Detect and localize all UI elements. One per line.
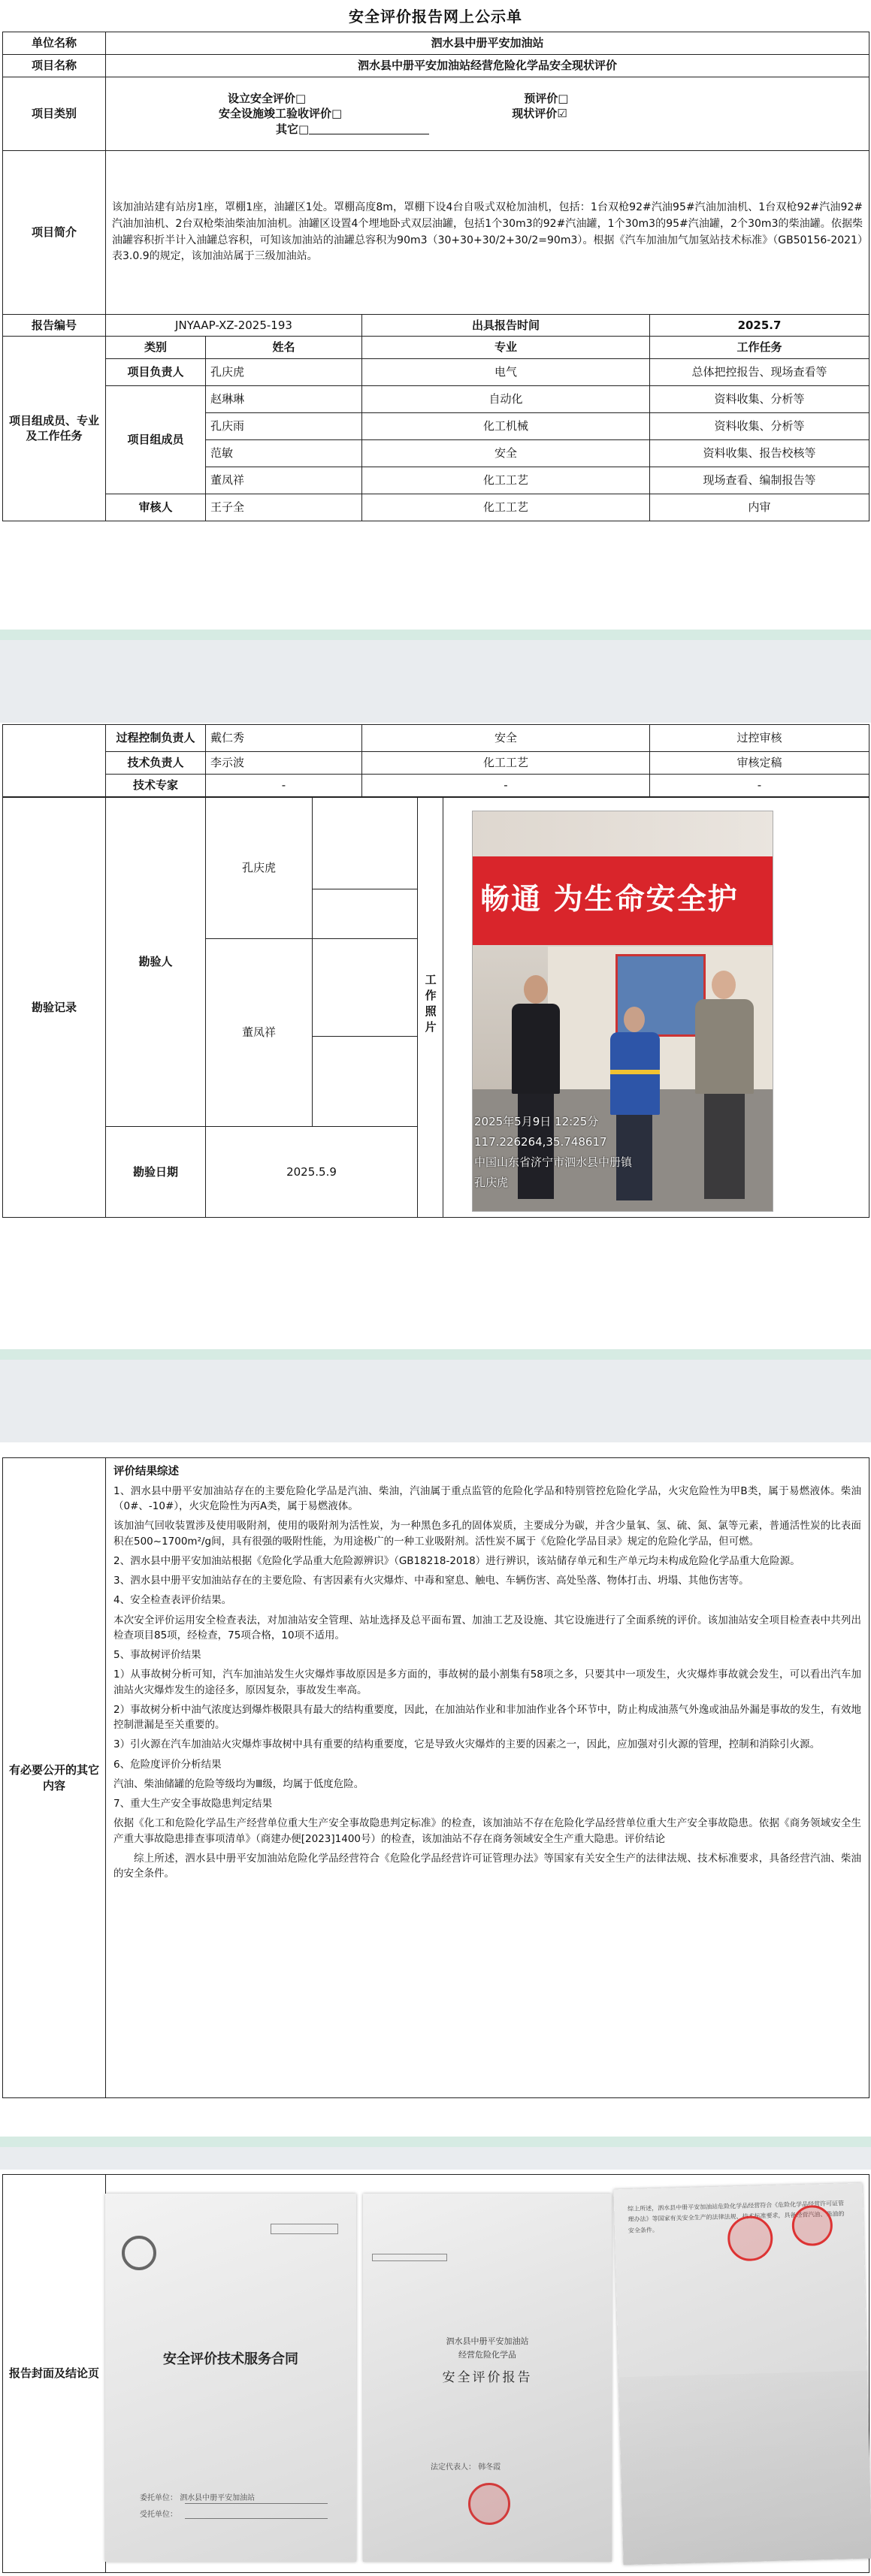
red-seal-icon (791, 2205, 833, 2246)
cover1-line1-value: 泗水县中册平安加油站 (180, 2494, 256, 2502)
category-current[interactable]: 现状评价☑ (512, 107, 567, 121)
leader-task: 总体把控报告、现场查看等 (650, 358, 869, 385)
eval-paragraph: 汽油、柴油储罐的危险等级均为Ⅲ级，均属于低度危险。 (113, 1777, 364, 1790)
cover2-line3-value: 韩冬霞 (478, 2463, 501, 2472)
photo-label-cell (418, 798, 443, 1218)
member-major: 安全 (362, 439, 650, 467)
cover3-text: 综上所述，泗水县中册平安加油站危险化学品经营符合《危险化学品经营许可证管理办法》等国家有关安全生产的法律法规、技术标准要求，具备经营汽油、柴油的安全条件。 (628, 2200, 845, 2234)
survey-blank (313, 889, 418, 939)
other-content-label: 有必要公开的其它内容 (3, 1458, 106, 2098)
info-table-2 (2, 724, 869, 797)
report-no-value: JNYAAP-XZ-2025-193 (106, 315, 362, 337)
page-gap-3 (0, 2137, 871, 2170)
eval-paragraph: 本次安全评价运用安全检查表法，对加油站安全管理、站址选择及总平面布置、加油工艺及设施、其它设施进行了全面系统的评价。该加油站安全项目检查表中共列出检查项目85项，经检查，75项合格，10项不适用。 (113, 1614, 861, 1641)
report-time-label: 出具报告时间 (362, 315, 650, 337)
category-other[interactable] (219, 122, 429, 137)
report-no-label: 报告编号 (3, 315, 106, 337)
date-value: 2025.5.9 (206, 1127, 418, 1218)
reviewer-major: 化工工艺 (362, 494, 650, 521)
eval-paragraph: 1）从事故树分析可知，汽车加油站发生火灾爆炸事故原因是多方面的，事故树的最小割集有58项之多，只要其中一项发生，火灾爆炸事故就会发生，可以看出汽车加油站火灾爆炸发生的途径多，原因复杂，事故发生率高。 (113, 1669, 861, 1696)
cover-conclusion (614, 2183, 871, 2565)
red-seal-icon (727, 2215, 774, 2262)
leader-label: 项目负责人 (106, 358, 206, 385)
col-name: 姓名 (206, 337, 362, 358)
col-task: 工作任务 (650, 337, 869, 358)
tech-label: 技术负责人 (106, 752, 206, 775)
member-task: 资料收集、分析等 (650, 412, 869, 439)
category-label: 项目类别 (3, 77, 106, 151)
blank-cell (3, 725, 106, 797)
member-major: 化工工艺 (362, 467, 650, 494)
cover-contract (105, 2194, 356, 2562)
team-label: 项目组成员、专业及工作任务 (3, 337, 106, 521)
reviewer-name: 王子全 (206, 494, 362, 521)
process-name: 戴仁秀 (206, 725, 362, 752)
cover1-title: 安全评价技术服务合同 (163, 2351, 298, 2367)
cover-report (363, 2194, 612, 2562)
eval-paragraph: 6、危险度评价分析结果 (113, 1758, 222, 1771)
cover2-line1: 泗水县中册平安加油站 (446, 2336, 529, 2346)
survey-blank (313, 939, 418, 1037)
process-major: 安全 (362, 725, 650, 752)
photo-banner: 畅通 为生命安全护 (480, 883, 739, 917)
survey-blank (313, 1037, 418, 1127)
col-major: 专业 (362, 337, 650, 358)
cover2-line3 (431, 2460, 501, 2472)
cover1-line1 (140, 2491, 255, 2502)
evaluation-table (2, 1457, 869, 2098)
surveyor-label: 勘验人 (106, 798, 206, 1127)
eval-paragraph: 该加油气回收装置涉及使用吸附剂，使用的吸附剂为活性炭，为一种黑色多孔的固体炭质，主要成分为碳，并含少量氧、氢、硫、氮、氯等元素，普通活性炭的比表面积在500~1700m²/g间，具有很强的吸附性能，为用途极广的一种工业吸附剂。活性炭不属于《危险化学品目录》规定的危险化学品，但可燃。 (113, 1520, 861, 1548)
member-major: 化工机械 (362, 412, 650, 439)
cover2-title: 安全评价报告 (442, 2370, 533, 2385)
info-table-1 (2, 32, 869, 521)
leader-name: 孔庆虎 (206, 358, 362, 385)
col-type: 类别 (106, 337, 206, 358)
expert-label: 技术专家 (106, 775, 206, 797)
tech-major: 化工工艺 (362, 752, 650, 775)
member-label: 项目组成员 (106, 385, 206, 494)
eval-paragraph: 3）引火源在汽车加油站火灾爆炸事故树中具有重要的结构重要度，它是导致火灾爆炸的主要的因素之一，因此，应加强对引火源的管理，控制和消除引火源。 (113, 1738, 821, 1751)
expert-name: - (206, 775, 362, 797)
surveyor-name: 孔庆虎 (206, 798, 313, 939)
tech-name: 李示波 (206, 752, 362, 775)
eval-paragraph: 2）事故树分析中油气浓度达到爆炸极限具有最大的结构重要度，因此，在加油站作业和非加油作业各个环节中，防止构成油蒸气外逸或油品外漏是事故的发生，有效地控制泄漏是至关重要的。 (113, 1703, 861, 1731)
process-label: 过程控制负责人 (106, 725, 206, 752)
cover2-line2: 经营危险化学品 (458, 2350, 516, 2360)
category-other-underline (309, 124, 429, 134)
category-acceptance[interactable]: 安全设施竣工验收评价□ (219, 107, 343, 121)
member-task: 现场查看、编制报告等 (650, 467, 869, 494)
report-time-value: 2025.7 (650, 315, 869, 337)
photo-stamp-line1: 2025年5月9日 12:25分 (474, 1115, 599, 1128)
cover2-line3-label: 法定代表人： (431, 2463, 476, 2472)
project-label: 项目名称 (3, 55, 106, 77)
date-label: 勘验日期 (106, 1127, 206, 1218)
surveyor-name: 董凤祥 (206, 939, 313, 1127)
member-task: 资料收集、报告校核等 (650, 439, 869, 467)
member-name: 孔庆雨 (206, 412, 362, 439)
evaluation-content (106, 1458, 869, 2098)
intro-label: 项目简介 (3, 151, 106, 315)
reviewer-task: 内审 (650, 494, 869, 521)
survey-label: 勘验记录 (3, 798, 106, 1218)
logo-icon (122, 2236, 156, 2270)
project-value: 泗水县中册平安加油站经营危险化学品安全现状评价 (106, 55, 869, 77)
eval-paragraph: 7、重大生产安全事故隐患判定结果 (113, 1798, 273, 1810)
page-gap-1 (0, 630, 871, 723)
eval-heading: 评价结果综述 (113, 1466, 179, 1478)
survey-blank (313, 798, 418, 889)
category-options (106, 77, 869, 151)
eval-paragraph: 5、事故树评价结果 (113, 1649, 201, 1661)
cover1-line1-label: 委托单位： (140, 2494, 177, 2502)
eval-paragraph: 综上所述，泗水县中册平安加油站危险化学品经营符合《危险化学品经营许可证管理办法》等国家有关安全生产的法律法规、技术标准要求，具备经营汽油、柴油的安全条件。 (113, 1852, 861, 1880)
page-3 (0, 1442, 871, 2137)
intro-text: 该加油站建有站房1座，罩棚1座，油罐区1处。罩棚高度8m，罩棚下设4台自吸式双枪加油机，包括：1台双枪92#汽油95#汽油加油机、1台双枪92#汽油92#汽油加油机、2台双枪柴油柴油加油机。油罐区设置4个埋地卧式双层油罐，包括1个30m3的92#汽油罐，1个30m3的95#汽油罐，2个30m3的柴油罐。依据柴油罐容积折半计入油罐总容积，可知该加油站的油罐总容积为90m3（30+30+30/2+30/2=90m3）。根据《汽车加油加气加氢站技术标准》（GB50156-2021）表3.0.9的规定，该加油站属于三级加油站。 (106, 151, 869, 315)
category-pre[interactable]: 预评价□ (524, 92, 569, 106)
eval-paragraph: 依据《化工和危险化学品生产经营单位重大生产安全事故隐患判定标准》的检查，该加油站不存在危险化学品经营单位重大生产安全事故隐患。依据《商务领域安全生产重大事故隐患排查事项清单》（商建办便[2023]1400号）的检查，该加油站不存在商务领域安全生产重大隐患。评价结论 (113, 1817, 861, 1845)
reviewer-label: 审核人 (106, 494, 206, 521)
tech-task: 审核定稿 (650, 752, 869, 775)
eval-paragraph: 1、泗水县中册平安加油站存在的主要危险化学品是汽油、柴油，汽油属于重点监管的危险化学品和特别管控危险化学品，火灾危险性为甲B类，属于易燃液体。柴油（0#、-10#），火灾危险性为丙A类，属于易燃液体。 (113, 1484, 861, 1512)
leader-major: 电气 (362, 358, 650, 385)
eval-paragraph: 4、安全检查表评价结果。 (113, 1594, 232, 1607)
unit-label: 单位名称 (3, 32, 106, 55)
eval-paragraph: 2、泗水县中册平安加油站根据《危险化学品重大危险源辨识》（GB18218-2018）进行辨识，该站储存单元和生产单元均未构成危险化学品重大危险源。 (113, 1554, 800, 1567)
page-1 (0, 0, 871, 630)
process-task: 过控审核 (650, 725, 869, 752)
cover1-line2: 受托单位： (140, 2511, 177, 2519)
cover-label: 报告封面及结论页 (3, 2175, 106, 2573)
work-photo (472, 811, 773, 1212)
category-other-label: 其它□ (276, 122, 310, 136)
expert-major: - (362, 775, 650, 797)
member-task: 资料收集、分析等 (650, 385, 869, 412)
red-seal-icon (468, 2483, 510, 2525)
photo-timestamp (473, 1112, 773, 1193)
photo-stamp-line3: 中国山东省济宁市泗水县中册镇 (474, 1155, 633, 1169)
photo-stamp-line4: 孔庆虎 (474, 1176, 509, 1189)
member-name: 赵琳琳 (206, 385, 362, 412)
page-title: 安全评价报告网上公示单 (349, 8, 522, 26)
page-4 (0, 2170, 871, 2576)
member-name: 范敏 (206, 439, 362, 467)
photo-label: 工作照片 (423, 974, 437, 1037)
member-major: 自动化 (362, 385, 650, 412)
expert-task: - (650, 775, 869, 797)
page-2 (0, 723, 871, 1349)
eval-paragraph: 3、泗水县中册平安加油站存在的主要危险、有害因素有火灾爆炸、中毒和窒息、触电、车辆伤害、高处坠落、物体打击、坍塌、其他伤害等。 (113, 1575, 749, 1587)
photo-stamp-line2: 117.226264,35.748617 (474, 1135, 607, 1149)
unit-value: 泗水县中册平安加油站 (106, 32, 869, 55)
member-name: 董凤祥 (206, 467, 362, 494)
category-design[interactable]: 设立安全评价□ (228, 92, 307, 106)
page-gap-2 (0, 1349, 871, 1442)
